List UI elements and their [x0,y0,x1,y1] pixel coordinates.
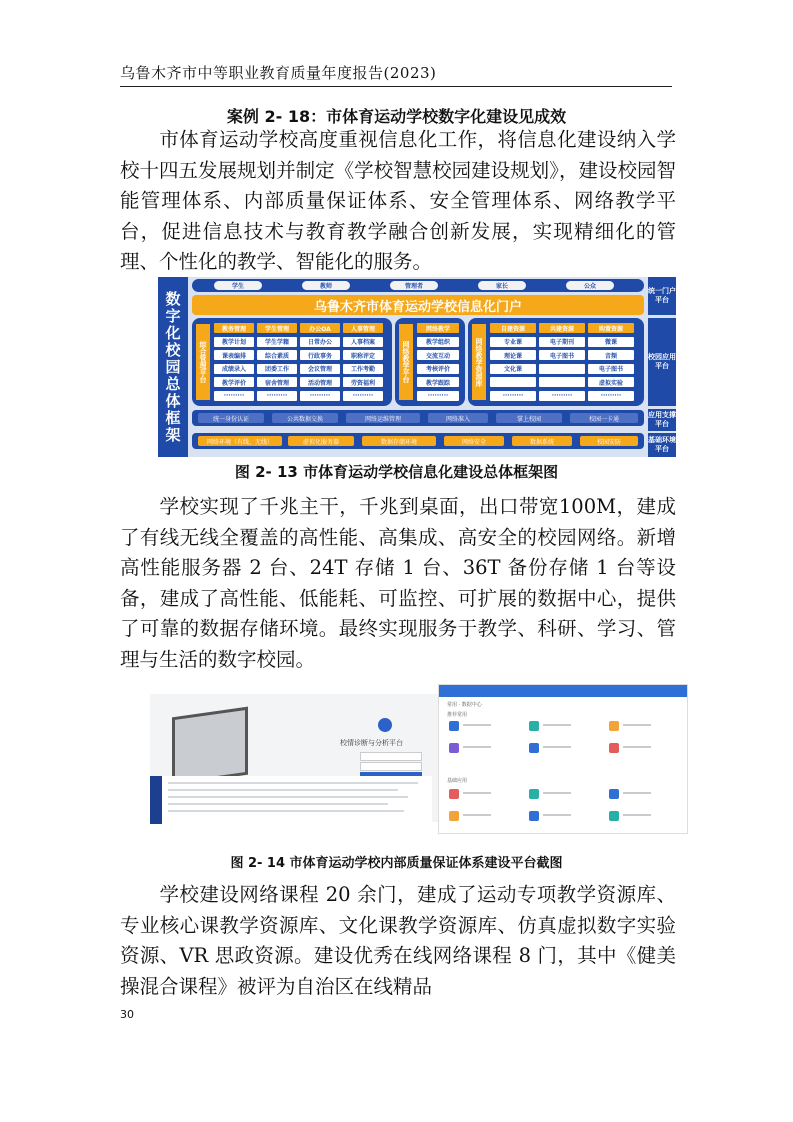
paragraph-3-text: 学校建设网络课程 20 余门，建成了运动专项教学资源库、专业核心课教学资源库、文化课教学资源库、仿真虚拟数字实验资源、VR 思政资源。建设优秀在线网络课程 8 门，其中《健美操混合课程》被评为自治区在线精品 [120,883,676,998]
app-tile-icon [529,811,539,821]
platform-screenshot [150,684,686,832]
app-tile-label [623,724,651,726]
user-pill: 管理者 [390,281,438,290]
paragraph-2 [120,492,676,675]
app-tile-icon [609,743,619,753]
support-chip: 统一身份认证 [198,413,264,423]
app-tile-label [463,746,491,748]
diagram-chip: 微课 [588,337,634,347]
portal-bar: 乌鲁木齐市体育运动学校信息化门户 [192,295,644,315]
diagram-chip: 成绩录入 [214,364,254,374]
diagram-chip: 网络教学 [417,323,459,333]
diagram-chip: ········· [257,391,297,401]
password-field [360,762,422,771]
diagram-chip: 教学计划 [214,337,254,347]
app-center-topbar [439,685,687,697]
diagram-chip: 教学跟踪 [417,377,459,387]
base-chip: 数据存储环境 [362,436,436,446]
app-tile-icon [449,811,459,821]
figure-caption-14: 图 2- 14 市体育运动学校内部质量保证体系建设平台截图 [230,856,563,871]
diagram-chip: 行政事务 [300,350,340,360]
diagram-chip: 购置资源 [588,323,634,333]
app-tile-icon [529,721,539,731]
app-tile-label [623,792,651,794]
right-label-portal: 统一门户平台 [648,277,676,315]
app-tile-label [623,746,651,748]
diagram-chip: 日常办公 [300,337,340,347]
paragraph-2-text: 学校实现了千兆主干，千兆到桌面，出口带宽100M，建成了有线无线全覆盖的高性能、高集成、高安全的校园网络。新增高性能服务器 2 台、24T 存储 1 台、36T 备份存储 1 台等设备，建成了高性能、低能耗、可监控、可扩展的数据中心，提供了可靠的数据存储环境。最终实现服务于教学、科研、学习、管理与生活的数字校园。 [120,495,676,671]
app-center-breadcrumb: 常用 · 数据中心 [447,702,482,708]
app-tile-label [463,724,491,726]
support-chip: 校园一卡通 [570,413,638,423]
res-label: 网络教学资源库 [472,324,486,400]
logo-icon [378,718,392,732]
base-chip: 校园安防 [580,436,638,446]
login-title: 校情诊断与分析平台 [340,739,403,747]
mgmt-block [192,318,392,406]
app-tile-label [543,814,571,816]
app-tile-label [543,724,571,726]
figure-caption-13: 图 2- 13 市体育运动学校信息化建设总体框架图 [234,463,559,481]
app-tile-label [463,814,491,816]
paragraph-1 [120,125,676,278]
dashboard-screenshot [150,776,432,824]
user-pill: 学生 [214,281,262,290]
teach-block [395,318,465,406]
diagram-chip [539,377,585,387]
paragraph-1-text: 市体育运动学校高度重视信息化工作，将信息化建设纳入学校十四五发展规划并制定《学校智慧校园建设规划》，建设校园智能管理体系、内部质量保证体系、安全管理体系、网络教学平台，促进信息技术与教育教学融合创新发展，实现精细化的管理、个性化的教学、智能化的服务。 [120,128,676,273]
laptop-image [172,707,248,786]
base-chip: 数据系统 [512,436,572,446]
username-field [360,752,422,761]
diagram-chip: ········· [343,391,383,401]
diagram-chip: 理论课 [490,350,536,360]
section-common: 推荐常用 [447,712,468,718]
support-row [192,410,644,426]
diagram-chip: 教务管理 [214,323,254,333]
diagram-right-labels [648,277,676,457]
diagram-chip: 活动管理 [300,377,340,387]
right-label-support: 应用支撑平台 [648,409,676,431]
diagram-chip: 专业课 [490,337,536,347]
diagram-chip: 劳资福利 [343,377,383,387]
base-chip: 网络环境（有线、无线） [198,436,282,446]
diagram-chip: 电子图书 [588,364,634,374]
right-label-base: 基础环境平台 [648,433,676,457]
diagram-chip: 交流互动 [417,350,459,360]
support-chip: 公共数据交换 [272,413,338,423]
app-tile-icon [529,743,539,753]
diagram-chip: 电子期刊 [539,337,585,347]
diagram-chip: 办公OA [300,323,340,333]
diagram-chip: 教学评价 [214,377,254,387]
app-tile-label [543,792,571,794]
diagram-chip [490,377,536,387]
mgmt-label: 综合管理平台 [196,324,210,400]
res-block [468,318,644,406]
diagram-chip: 文化课 [490,364,536,374]
diagram-chip: 团委工作 [257,364,297,374]
app-tile-icon [609,789,619,799]
diagram-chip [539,364,585,374]
diagram-chip: 学生学籍 [257,337,297,347]
diagram-chip: 综合素质 [257,350,297,360]
diagram-chip: 学生管理 [257,323,297,333]
diagram-chip: 人事管理 [343,323,383,333]
app-center-screenshot [438,684,688,834]
support-chip: 网络运维管理 [346,413,420,423]
diagram-chip: ········· [300,391,340,401]
header-rule [120,86,672,87]
dash-row [168,810,404,812]
diagram-chip: ········· [490,391,536,401]
app-tile-icon [449,789,459,799]
dash-row [168,789,398,791]
base-row [192,433,644,449]
diagram-chip: 共建资源 [539,323,585,333]
diagram-chip: ········· [588,391,634,401]
diagram-chip: ········· [417,391,459,401]
diagram-chip: 工作考勤 [343,364,383,374]
paragraph-3 [120,880,676,1002]
diagram-chip: 人事档案 [343,337,383,347]
diagram-chip: 虚拟实验 [588,377,634,387]
diagram-chip: ········· [539,391,585,401]
app-tile-icon [609,721,619,731]
app-tile-icon [449,743,459,753]
app-tile-icon [529,789,539,799]
diagram-chip: 会议管理 [300,364,340,374]
user-pill: 家长 [478,281,526,290]
user-pill: 公众 [566,281,614,290]
case-title: 案例 2- 18：市体育运动学校数字化建设见成效 [226,107,567,126]
right-label-apps: 校园应用平台 [648,318,676,406]
diagram-chip: 课表编排 [214,350,254,360]
diagram-chip: 宿舍管理 [257,377,297,387]
diagram-chip: 音频 [588,350,634,360]
diagram-chip: 职称评定 [343,350,383,360]
diagram-left-label: 数字化校园总体框架 [158,277,188,457]
diagram-chip: 考核评价 [417,364,459,374]
app-tile-label [623,814,651,816]
app-tile-icon [609,811,619,821]
app-tile-icon [449,721,459,731]
dash-row [168,782,418,784]
app-tile-label [543,746,571,748]
user-pill: 教师 [302,281,350,290]
app-tile-label [463,792,491,794]
running-header: 乌鲁木齐市中等职业教育质量年度报告(2023) [120,64,437,82]
base-chip: 网络安全 [444,436,504,446]
diagram-chip: 教学组织 [417,337,459,347]
diagram-chip: ········· [214,391,254,401]
teach-label: 网络教学平台 [399,324,413,400]
section-apps: 基础应用 [447,778,468,784]
diagram-chip: 自建资源 [490,323,536,333]
support-chip: 掌上校园 [496,413,562,423]
framework-diagram [158,277,676,457]
dash-row [168,803,388,805]
dash-row [168,796,408,798]
support-chip: 网络准入 [428,413,488,423]
base-chip: 虚拟化服务器 [288,436,354,446]
page-number: 30 [120,1008,134,1021]
users-row [192,279,644,292]
diagram-chip: 电子图书 [539,350,585,360]
